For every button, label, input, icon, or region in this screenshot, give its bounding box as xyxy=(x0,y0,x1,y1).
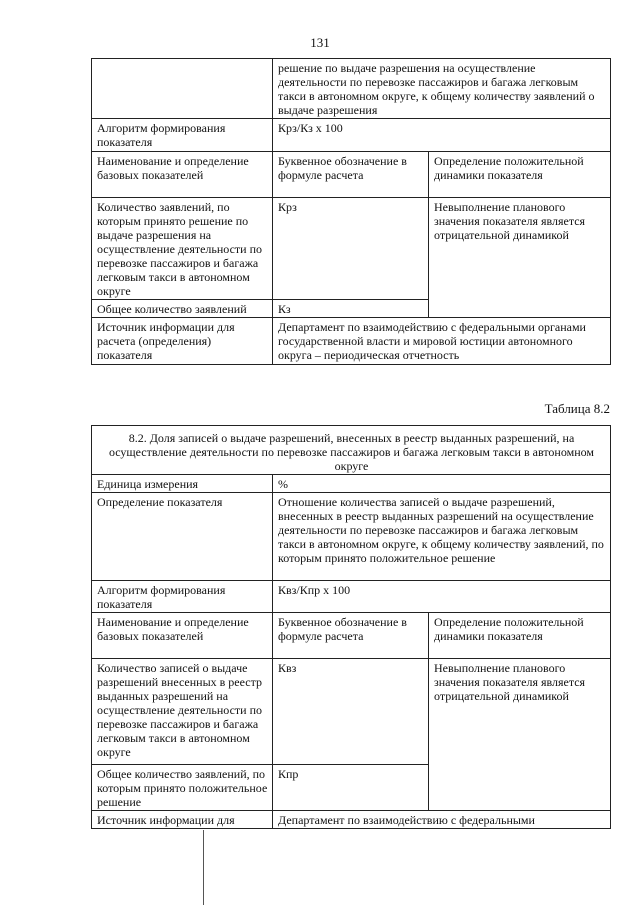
source-label: Источник информации для xyxy=(92,811,273,829)
table-row xyxy=(92,119,611,152)
table-row xyxy=(92,659,611,765)
table-header-row xyxy=(92,613,611,659)
header-name: Наименование и определение базовых показателей xyxy=(92,152,273,198)
indicator-title: 8.2. Доля записей о выдаче разрешений, внесенных в реестр выданных разрешений, на осуществление деятельности по перевозке пассажиров и багажа легковым такси в автономном округе xyxy=(92,426,611,475)
table-row xyxy=(92,475,611,493)
header-dynamics: Определение положительной динамики показателя xyxy=(429,613,611,659)
source-value: Департамент по взаимодействию с федеральными xyxy=(273,811,611,829)
header-dynamics: Определение положительной динамики показателя xyxy=(429,152,611,198)
scan-artifact-line xyxy=(203,830,204,905)
table-row xyxy=(92,318,611,365)
table-caption: Таблица 8.2 xyxy=(544,401,610,416)
indicator-table-8-1-continued xyxy=(91,58,611,365)
base-indicator-letter: Кпр xyxy=(273,765,429,811)
base-indicator-letter: Крз xyxy=(273,198,429,300)
table-header-row xyxy=(92,152,611,198)
base-indicator-name: Количество заявлений, по которым принято решение по выдаче разрешения на осуществление деятельности по перевозке пассажиров и багажа легковым такси в автономном округе xyxy=(92,198,273,300)
table-row xyxy=(92,811,611,829)
table-row xyxy=(92,59,611,119)
base-indicator-letter: Кз xyxy=(273,300,429,318)
base-indicator-letter: Квз xyxy=(273,659,429,765)
table-row xyxy=(92,581,611,613)
table-cell xyxy=(92,59,273,119)
definition-value: Отношение количества записей о выдаче разрешений, внесенных в реестр выданных разрешений на осуществление деятельности по перевозке пассажиров и багажа легковым такси в автономном округе, к общему количеству заявлений, по которым принято положительное решение xyxy=(273,493,611,581)
table-row xyxy=(92,198,611,300)
table-title-row xyxy=(92,426,611,475)
base-indicator-name: Общее количество заявлений xyxy=(92,300,273,318)
algorithm-formula: Квз/Кпр х 100 xyxy=(273,581,611,613)
source-value: Департамент по взаимодействию с федеральными органами государственной власти и мировой юстиции автономного округа – периодическая отчетность xyxy=(273,318,611,365)
header-letter: Буквенное обозначение в формуле расчета xyxy=(273,613,429,659)
definition-label: Определение показателя xyxy=(92,493,273,581)
algorithm-formula: Крз/Кз х 100 xyxy=(273,119,611,152)
unit-value: % xyxy=(273,475,611,493)
table-row xyxy=(92,493,611,581)
algorithm-label: Алгоритм формирования показателя xyxy=(92,119,273,152)
unit-label: Единица измерения xyxy=(92,475,273,493)
positive-dynamics-definition: Невыполнение планового значения показателя является отрицательной динамикой xyxy=(429,659,611,811)
header-name: Наименование и определение базовых показателей xyxy=(92,613,273,659)
page-number: 131 xyxy=(310,35,330,50)
source-label: Источник информации для расчета (определения) показателя xyxy=(92,318,273,365)
header-letter: Буквенное обозначение в формуле расчета xyxy=(273,152,429,198)
indicator-table-8-2 xyxy=(91,425,611,829)
base-indicator-name: Количество записей о выдаче разрешений внесенных в реестр выданных разрешений на осуществление деятельности по перевозке пассажиров и багажа легковым такси в автономном округе xyxy=(92,659,273,765)
indicator-definition-continued: решение по выдаче разрешения на осуществление деятельности по перевозке пассажиров и багажа легковым такси в автономном округе, к общему количеству заявлений о выдаче разрешения xyxy=(273,59,611,119)
algorithm-label: Алгоритм формирования показателя xyxy=(92,581,273,613)
base-indicator-name: Общее количество заявлений, по которым принято положительное решение xyxy=(92,765,273,811)
positive-dynamics-definition: Невыполнение планового значения показателя является отрицательной динамикой xyxy=(429,198,611,318)
